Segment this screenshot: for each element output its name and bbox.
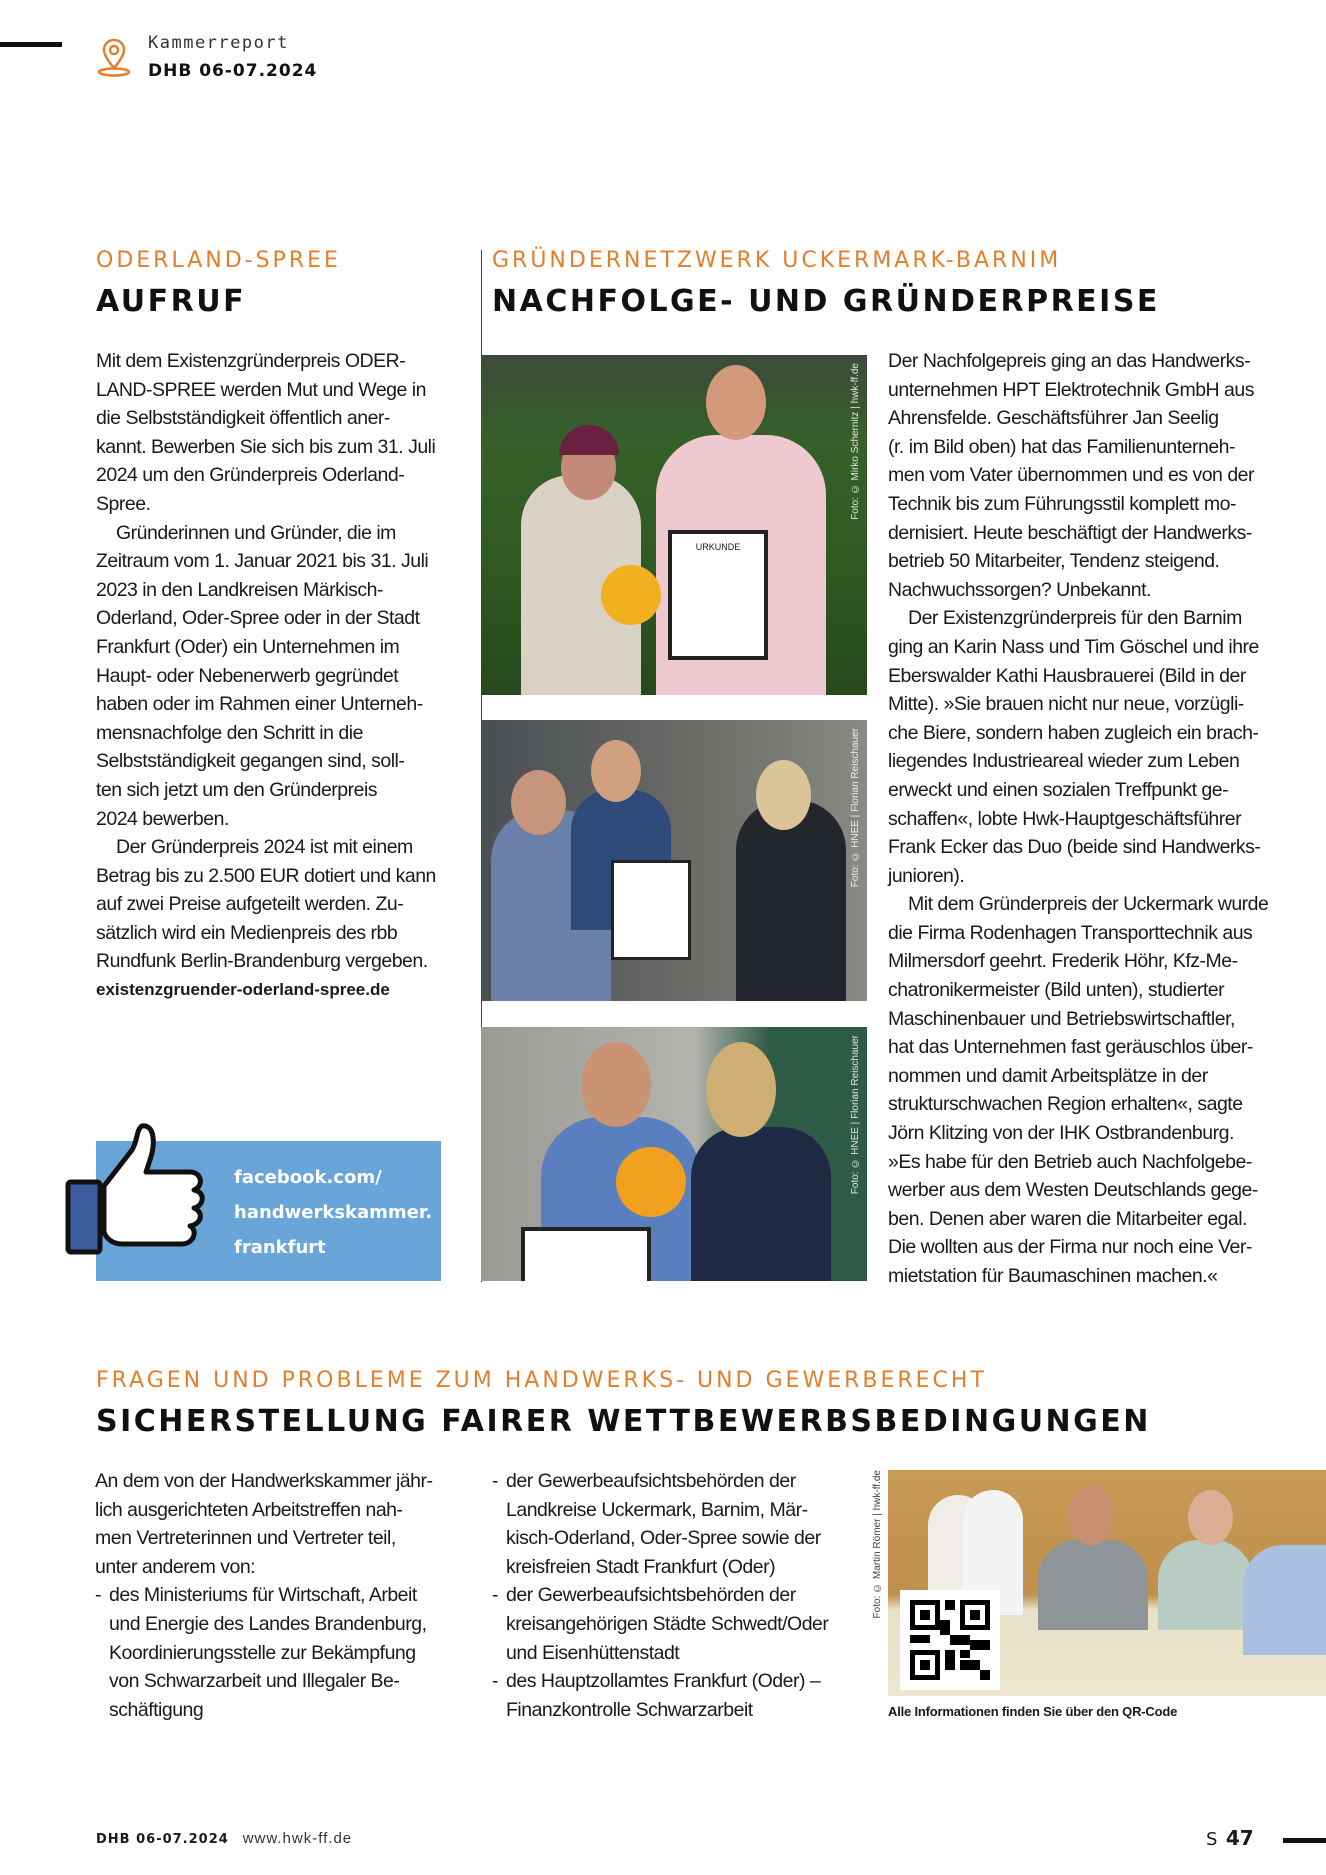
main-kicker: GRÜNDERNETZWERK UCKERMARK-BARNIM — [492, 248, 1062, 273]
photo-arbeitstreffen — [888, 1470, 1326, 1696]
photo-caption: Alle Informationen finden Sie über den QR-Code — [888, 1704, 1178, 1719]
text-line: Betrag bis zu 2.500 EUR dotiert und kann — [96, 864, 436, 887]
text-line: schaffen«, lobte Hwk-Hauptgeschäftsführer — [888, 807, 1242, 830]
text-line: Zeitraum vom 1. Januar 2021 bis 31. Juli — [96, 550, 429, 573]
text-line: erweckt und einen sozialen Treffpunkt ge- — [888, 778, 1229, 801]
text-line: die Selbstständigkeit öffentlich aner- — [96, 407, 390, 430]
text-line — [492, 1667, 828, 1696]
bottom-kicker: FRAGEN UND PROBLEME ZUM HANDWERKS- UND GEWERBERECHT — [96, 1368, 987, 1393]
header-issue: DHB 06-07.2024 — [148, 61, 318, 81]
text-line: Selbstständigkeit gegangen sind, soll- — [96, 750, 405, 773]
text-line: 2024 um den Gründerpreis Oderland- — [96, 464, 405, 487]
facebook-link[interactable]: facebook.com/ handwerkskammer. frankfurt — [234, 1167, 433, 1258]
photo-nachfolgepreis: URKUNDE Foto: © Mirko Schernitz | hwk-ff.de — [481, 355, 867, 695]
text-line: Der Gründerpreis 2024 ist mit einem — [116, 836, 413, 859]
text-line: Der Existenzgründerpreis für den Barnim — [908, 607, 1242, 630]
header-section: Kammerreport — [148, 33, 289, 53]
text-line: ging an Karin Nass und Tim Göschel und ihre — [888, 635, 1259, 658]
text-line: Landkreise Uckermark, Barnim, Mär- — [506, 1498, 808, 1521]
text-line: dernisiert. Heute beschäftigt der Handwerks- — [888, 521, 1252, 544]
text-line: liegendes Industrieareal wieder zum Leben — [888, 750, 1240, 773]
text-line: Rundfunk Berlin-Brandenburg vergeben. — [96, 950, 428, 973]
footer-rule — [1283, 1838, 1326, 1843]
main-title: NACHFOLGE- UND GRÜNDERPREISE — [492, 284, 1160, 319]
thumbs-up-icon — [62, 1120, 212, 1260]
text-line: unternehmen HPT Elektrotechnik GmbH aus — [888, 378, 1254, 401]
left-title: AUFRUF — [96, 284, 247, 319]
bullet: - — [492, 1470, 498, 1492]
text-line: Maschinenbauer und Betriebswirtschaftler, — [888, 1007, 1235, 1030]
text-line: schäftigung — [109, 1698, 204, 1721]
text-line: kannt. Bewerben Sie sich bis zum 31. Juli — [96, 435, 436, 458]
text-line: und Eisenhüttenstadt — [506, 1641, 680, 1664]
text-line: sätzlich wird ein Medienpreis des rbb — [96, 921, 398, 944]
bullet: - — [95, 1584, 101, 1607]
text-line: auf zwei Preise aufgeteilt werden. Zu- — [96, 893, 404, 916]
text-line: Eberswalder Kathi Hausbrauerei (Bild in der — [888, 664, 1246, 687]
text-line: und Energie des Landes Brandenburg, — [109, 1612, 427, 1635]
text-line: ben. Denen aber waren die Mitarbeiter egal. — [888, 1207, 1247, 1230]
text-line: unter anderem von: — [95, 1555, 256, 1578]
text-line: ten sich jetzt um den Gründerpreis — [96, 778, 378, 801]
text-line: 2024 bewerben. — [96, 807, 229, 830]
text-line: LAND-SPREE werden Mut und Wege in — [96, 378, 426, 401]
footer-left: DHB 06-07.2024 www.hwk-ff.de — [96, 1830, 353, 1847]
qr-code-icon — [910, 1600, 990, 1680]
location-pin-icon — [92, 36, 136, 80]
text-line: von Schwarzarbeit und Illegaler Be- — [109, 1670, 400, 1693]
photo-existenzgruenderpreis: Foto: © HNEE | Florian Reischauer — [481, 720, 867, 1001]
photo-gruenderpreis-uckermark: Foto: © HNEE | Florian Reischauer — [481, 1027, 867, 1281]
text-line: haben oder im Rahmen einer Unterneh- — [96, 693, 423, 716]
text-line: Koordinierungsstelle zur Bekämpfung — [109, 1641, 416, 1664]
photo-credit: Foto: © Martin Römer | hwk-ff.de — [872, 1470, 883, 1619]
header-rule — [0, 42, 62, 47]
text-line: Gründerinnen und Gründer, die im — [116, 521, 396, 544]
text-line: Mitte). »Sie brauen nicht nur neue, vorzügli- — [888, 693, 1244, 716]
list-item-text: der Gewerbeaufsichtsbehörden der — [506, 1470, 796, 1492]
text-line — [492, 1467, 828, 1496]
main-body — [888, 347, 1268, 1291]
text-line: strukturschwachen Region erhalten«, sagte — [888, 1093, 1243, 1116]
bottom-body-col1 — [95, 1467, 432, 1724]
text-line: mensnachfolge den Schritt in die — [96, 721, 363, 744]
bottom-title: SICHERSTELLUNG FAIRER WETTBEWERBSBEDINGUNGEN — [96, 1404, 1151, 1439]
text-line: nommen und damit Arbeitsplätze in der — [888, 1064, 1208, 1087]
left-body — [96, 347, 436, 976]
text-line: kisch-Oderland, Oder-Spree sowie der — [506, 1527, 821, 1550]
bullet: - — [492, 1584, 498, 1607]
bottom-body-col2 — [492, 1467, 828, 1724]
text-line — [95, 1581, 432, 1610]
list-item-text: des Hauptzollamtes Frankfurt (Oder) – — [506, 1670, 821, 1693]
text-line: hat das Unternehmen fast geräuschlos über- — [888, 1036, 1253, 1059]
text-line: Nachwuchssorgen? Unbekannt. — [888, 578, 1151, 601]
left-link[interactable]: existenzgruender-oderland-spree.de — [96, 980, 390, 999]
text-line: Frankfurt (Oder) ein Unternehmen im — [96, 635, 400, 658]
text-line: Oderland, Oder-Spree oder in der Stadt — [96, 607, 420, 630]
text-line: Die wollten aus der Firma nur noch eine Ver- — [888, 1236, 1252, 1259]
text-line: che Biere, sondern haben zugleich ein brach- — [888, 721, 1259, 744]
text-line: Frank Ecker das Duo (beide sind Handwerks- — [888, 836, 1261, 859]
text-line: Der Nachfolgepreis ging an das Handwerks- — [888, 350, 1251, 372]
bullet: - — [492, 1670, 498, 1693]
text-line — [492, 1581, 828, 1610]
list-item-text: des Ministeriums für Wirtschaft, Arbeit — [109, 1584, 417, 1607]
text-line: Spree. — [96, 492, 151, 515]
text-line: (r. im Bild oben) hat das Familienunterneh- — [888, 435, 1236, 458]
text-line: chatronikermeister (Bild unten), studierter — [888, 979, 1225, 1002]
text-line: Technik bis zum Führungsstil komplett mo- — [888, 492, 1236, 515]
text-line: die Firma Rodenhagen Transporttechnik aus — [888, 921, 1253, 944]
text-line: men Vertreterinnen und Vertreter teil, — [95, 1527, 396, 1550]
text-line: werber aus dem Westen Deutschlands gege- — [888, 1179, 1258, 1202]
text-line: kreisfreien Stadt Frankfurt (Oder) — [506, 1555, 776, 1578]
text-line: Finanzkontrolle Schwarzarbeit — [506, 1698, 753, 1721]
text-line: lich ausgerichteten Arbeitstreffen nah- — [95, 1498, 403, 1521]
text-line: betrieb 50 Mitarbeiter, Tendenz steigend. — [888, 550, 1220, 573]
text-line: Ahrensfelde. Geschäftsführer Jan Seelig — [888, 407, 1219, 430]
text-line: Haupt- oder Nebenerwerb gegründet — [96, 664, 399, 687]
text-line: junioren). — [888, 864, 965, 887]
text-line: »Es habe für den Betrieb auch Nachfolgebe- — [888, 1150, 1252, 1173]
text-line: Mit dem Existenzgründerpreis ODER- — [96, 350, 406, 372]
text-line: kreisangehörigen Städte Schwedt/Oder — [506, 1612, 829, 1635]
text-line: Milmersdorf geehrt. Frederik Höhr, Kfz-Me- — [888, 950, 1238, 973]
text-line: mietstation für Baumaschinen machen.« — [888, 1265, 1218, 1287]
text-line: men vom Vater übernommen und es von der — [888, 464, 1255, 487]
text-line: An dem von der Handwerkskammer jähr- — [95, 1470, 433, 1492]
list-item-text: der Gewerbeaufsichtsbehörden der — [506, 1584, 796, 1607]
left-kicker: ODERLAND-SPREE — [96, 248, 341, 273]
text-line: Jörn Klitzing von der IHK Ostbrandenburg. — [888, 1122, 1234, 1145]
page-number: S 47 — [1206, 1826, 1254, 1850]
qr-code[interactable] — [900, 1590, 1000, 1690]
text-line: 2023 in den Landkreisen Märkisch- — [96, 578, 384, 601]
text-line: Mit dem Gründerpreis der Uckermark wurde — [908, 893, 1269, 916]
